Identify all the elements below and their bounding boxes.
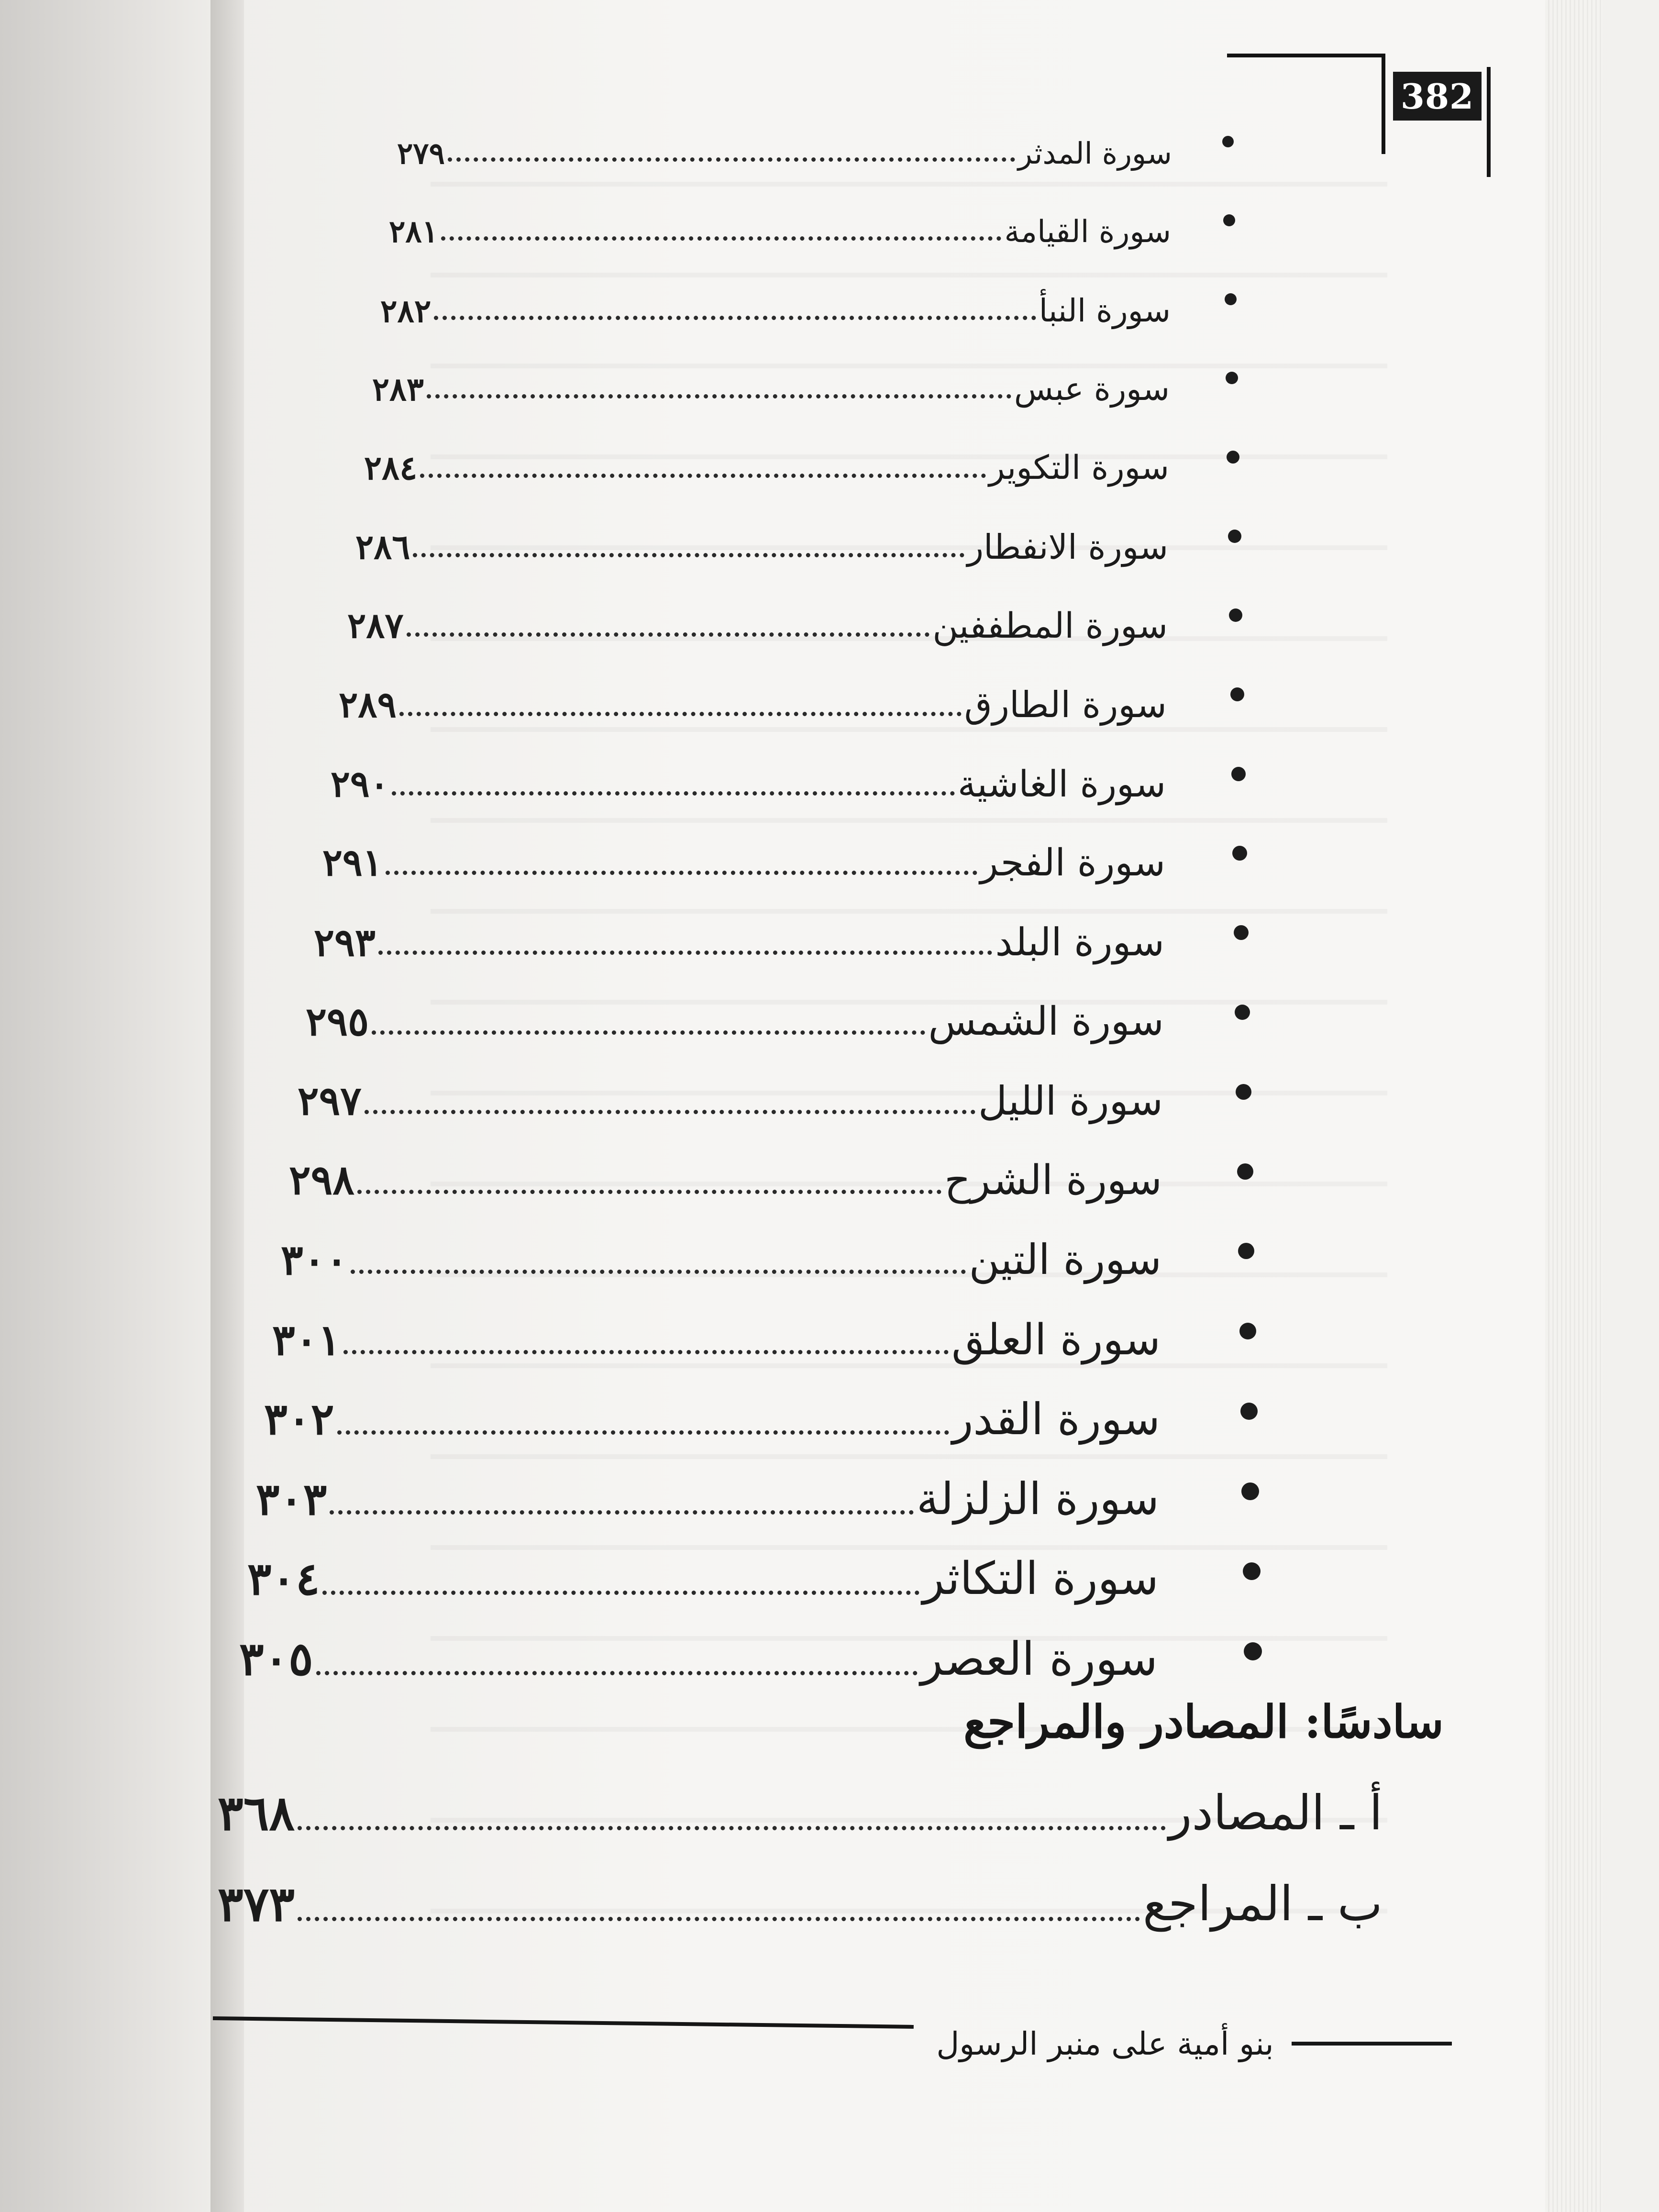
toc-entry bbox=[339, 668, 1167, 726]
toc-entry bbox=[289, 1141, 1162, 1204]
toc-leader-dots bbox=[330, 1510, 914, 1515]
toc-leader-dots bbox=[372, 1030, 925, 1035]
bullet-icon bbox=[1232, 846, 1247, 861]
toc-entry-page: ٢٨٤ bbox=[364, 449, 418, 487]
toc-entry-title: سورة المطففين bbox=[932, 606, 1168, 646]
bullet-icon bbox=[1227, 451, 1239, 464]
bullet-icon bbox=[1226, 372, 1238, 384]
toc-entry bbox=[322, 825, 1165, 885]
bullet-icon bbox=[1244, 1642, 1262, 1660]
toc-entry bbox=[272, 1299, 1161, 1365]
toc-subentry-title: أ ـ المصادر bbox=[1169, 1785, 1382, 1841]
toc-leader-dots bbox=[365, 1109, 975, 1114]
bullet-icon bbox=[1238, 1243, 1254, 1259]
bullet-icon bbox=[1240, 1403, 1258, 1420]
toc-leader-dots bbox=[413, 553, 964, 557]
toc-entry bbox=[281, 1220, 1161, 1284]
toc-leader-dots bbox=[298, 1825, 1166, 1830]
toc-entry bbox=[364, 432, 1169, 485]
toc-entry-page: ٣٠٤ bbox=[247, 1553, 320, 1605]
toc-entry-title: سورة الفجر bbox=[980, 841, 1165, 885]
bullet-icon bbox=[1237, 1163, 1253, 1180]
toc-entry bbox=[389, 198, 1171, 250]
bullet-icon bbox=[1239, 1323, 1256, 1339]
toc-entry-title: سورة القيامة bbox=[1004, 214, 1171, 250]
bullet-icon bbox=[1235, 1005, 1250, 1020]
toc-entry-page: ٣٠٣ bbox=[256, 1473, 327, 1525]
toc-entry-page: ٢٩٣ bbox=[314, 920, 376, 965]
page-number-rule-left bbox=[1382, 54, 1385, 154]
toc-entry-title: سورة الشمس bbox=[928, 999, 1164, 1044]
toc-leader-dots bbox=[392, 791, 954, 796]
toc-entry-title: سورة عبس bbox=[1014, 370, 1170, 408]
toc-leader-dots bbox=[351, 1269, 966, 1274]
toc-leader-dots bbox=[448, 157, 1015, 162]
bullet-icon bbox=[1231, 767, 1246, 781]
toc-leader-dots bbox=[343, 1349, 949, 1354]
toc-subentry bbox=[218, 1861, 1382, 1932]
toc-entry bbox=[380, 276, 1171, 330]
toc-entry-page: ٢٨١ bbox=[389, 214, 439, 250]
toc-leader-dots bbox=[434, 315, 1036, 320]
toc-entry-page: ٢٩٠ bbox=[331, 763, 389, 805]
bullet-icon bbox=[1236, 1084, 1251, 1100]
running-footer-title: بنو أمية على منبر الرسول bbox=[936, 2025, 1274, 2062]
toc-entry bbox=[306, 983, 1164, 1045]
toc-entry-title: سورة التين bbox=[969, 1235, 1161, 1284]
toc-entry-title: سورة الزلزلة bbox=[917, 1473, 1159, 1525]
toc-entry-page: ٢٩٧ bbox=[298, 1077, 362, 1124]
toc-entry-title: سورة الطارق bbox=[964, 684, 1167, 726]
toc-leader-dots bbox=[322, 1590, 919, 1595]
toc-entry-title: سورة الغاشية bbox=[957, 763, 1166, 805]
toc-entry-title: سورة القدر bbox=[952, 1394, 1160, 1445]
toc-entry bbox=[256, 1458, 1159, 1525]
toc-entry-title: سورة الشرح bbox=[944, 1157, 1162, 1204]
page-number-rule-right bbox=[1487, 67, 1491, 177]
toc-leader-dots bbox=[316, 1670, 918, 1675]
toc-entry-title: سورة التكاثر bbox=[922, 1553, 1159, 1605]
toc-entry bbox=[264, 1379, 1160, 1445]
toc-subentry bbox=[218, 1770, 1382, 1841]
toc-entry bbox=[314, 904, 1164, 965]
left-page-edge bbox=[0, 0, 230, 2212]
toc-subentry-page: ٣٧٣ bbox=[218, 1876, 295, 1932]
toc-entry-title: سورة العلق bbox=[951, 1315, 1161, 1364]
toc-entry-page: ٢٧٩ bbox=[397, 136, 445, 171]
toc-entry-page: ٢٩٨ bbox=[289, 1156, 354, 1204]
bullet-icon bbox=[1229, 608, 1242, 622]
toc-entry-page: ٢٨٧ bbox=[347, 605, 404, 646]
toc-leader-dots bbox=[337, 1430, 950, 1435]
toc-leader-dots bbox=[407, 632, 930, 637]
toc-subentry-page: ٣٦٨ bbox=[218, 1785, 295, 1841]
toc-entry-title: سورة النبأ bbox=[1039, 292, 1171, 329]
toc-entry-title: سورة البلد bbox=[995, 920, 1164, 964]
toc-entry-page: ٢٩١ bbox=[322, 841, 383, 885]
toc-entry-page: ٣٠١ bbox=[272, 1315, 341, 1365]
bullet-icon bbox=[1222, 136, 1234, 147]
toc-entry-page: ٢٨٦ bbox=[355, 527, 410, 567]
bullet-icon bbox=[1228, 530, 1241, 543]
bullet-icon bbox=[1234, 925, 1249, 940]
toc-entry bbox=[298, 1062, 1163, 1124]
toc-entry-page: ٢٨٣ bbox=[372, 370, 424, 408]
bullet-icon bbox=[1243, 1562, 1261, 1580]
toc-entry-page: ٢٩٥ bbox=[306, 999, 369, 1045]
toc-leader-dots bbox=[441, 236, 1001, 241]
toc-entry bbox=[355, 511, 1168, 567]
section-heading: سادسًا: المصادر والمراجع bbox=[963, 1696, 1444, 1748]
toc-entry-page: ٣٠٥ bbox=[239, 1632, 313, 1686]
toc-leader-dots bbox=[386, 870, 977, 875]
toc-leader-dots bbox=[420, 473, 986, 478]
toc-entry-page: ٢٨٩ bbox=[339, 684, 397, 726]
toc-leader-dots bbox=[427, 394, 1011, 398]
toc-entry bbox=[347, 589, 1168, 646]
toc-entry bbox=[372, 354, 1170, 408]
page-stack-edge bbox=[1545, 0, 1603, 2212]
toc-subentry-title: ب ـ المراجع bbox=[1142, 1876, 1382, 1932]
toc-entry bbox=[239, 1617, 1158, 1686]
toc-entry-title: سورة الانفطار bbox=[967, 527, 1168, 567]
toc-entry-page: ٢٨٢ bbox=[380, 292, 431, 330]
bullet-icon bbox=[1241, 1482, 1259, 1500]
toc-entry bbox=[247, 1537, 1159, 1605]
page-number: 382 bbox=[1393, 72, 1482, 121]
toc-leader-dots bbox=[378, 950, 993, 955]
toc-entry-title: سورة الليل bbox=[978, 1078, 1163, 1124]
toc-leader-dots bbox=[298, 1916, 1140, 1921]
toc-entry bbox=[331, 747, 1166, 805]
footer-rule-right bbox=[1292, 2042, 1452, 2046]
toc-leader-dots bbox=[399, 711, 962, 716]
toc-entry bbox=[397, 120, 1172, 171]
toc-entry-title: سورة المدثر bbox=[1018, 136, 1172, 171]
toc-entry-title: سورة التكوير bbox=[989, 449, 1169, 487]
page-number-rule-top bbox=[1227, 54, 1382, 57]
toc-entry-title: سورة العصر bbox=[920, 1632, 1158, 1686]
toc-entry-page: ٣٠٠ bbox=[281, 1235, 348, 1284]
toc-entry-page: ٣٠٢ bbox=[264, 1394, 334, 1445]
toc-leader-dots bbox=[357, 1189, 941, 1194]
